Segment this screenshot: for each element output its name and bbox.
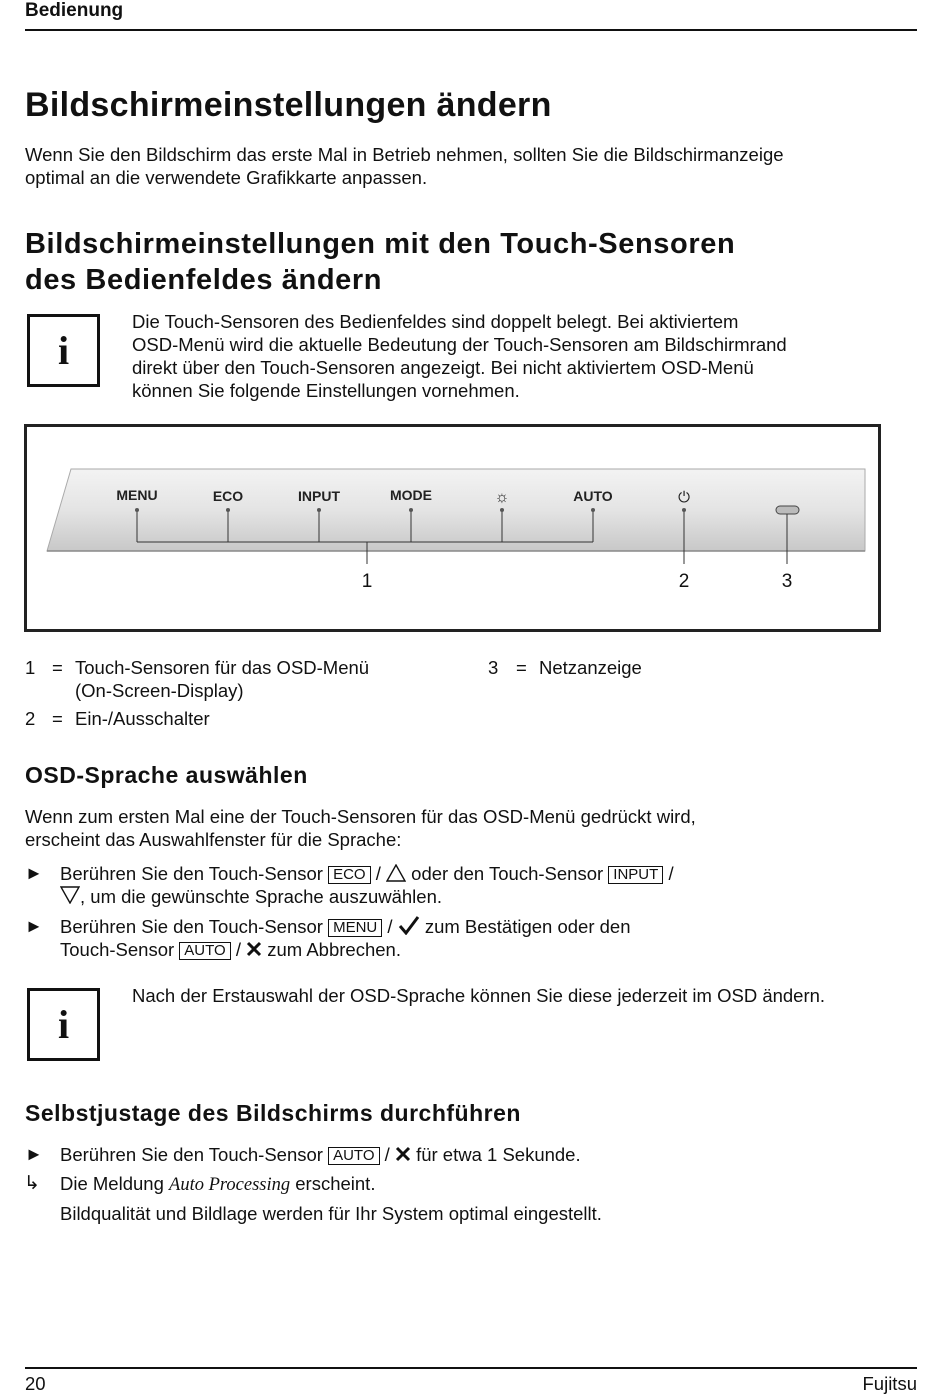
slash-text: / xyxy=(387,916,393,937)
triangle-down-icon xyxy=(60,886,80,904)
result-text: Die Meldung xyxy=(60,1173,164,1194)
slash-text: / xyxy=(384,1144,390,1165)
bullet-arrow-icon: ► xyxy=(25,916,43,936)
callout-2: 2 xyxy=(678,571,690,592)
panel-label-input: INPUT xyxy=(298,488,340,504)
osd-language-intro xyxy=(25,805,696,851)
legend-3-num: 3 xyxy=(488,657,499,678)
section-heading-auto-adjust: Selbstjustage des Bildschirms durchführen xyxy=(25,1100,521,1126)
bullet-arrow-icon: ► xyxy=(25,863,43,883)
legend-line: (On-Screen-Display) xyxy=(75,680,244,701)
legend-2-num: 2 xyxy=(25,708,36,729)
page-number: 20 xyxy=(25,1373,46,1394)
result-line-2: Bildqualität und Bildlage werden für Ihr System optimal eingestellt. xyxy=(60,1203,602,1224)
footer-rule xyxy=(25,1367,917,1369)
result-text: erscheint. xyxy=(295,1173,376,1194)
osd-step-2 xyxy=(60,915,631,961)
slash-text: / xyxy=(668,863,674,884)
sensor-dot xyxy=(591,508,595,512)
sensor-dot xyxy=(409,508,413,512)
page-title: Bildschirmeinstellungen ändern xyxy=(25,86,552,124)
step-text: oder den Touch-Sensor xyxy=(411,863,604,884)
legend-1-eq: = xyxy=(52,657,63,678)
panel-label-auto: AUTO xyxy=(573,488,613,504)
step-text: zum Bestätigen oder den xyxy=(424,916,631,937)
legend-line: Touch-Sensoren für das OSD-Menü xyxy=(75,657,370,678)
intro-line: Wenn Sie den Bildschirm das erste Mal in Betrieb nehmen, sollten Sie die Bildschirmanzeige xyxy=(25,144,784,165)
slash-text: / xyxy=(375,863,381,884)
step-text: für etwa 1 Sekunde. xyxy=(416,1144,581,1165)
step-text: Touch-Sensor xyxy=(60,939,175,960)
heading-line: des Bedienfeldes ändern xyxy=(25,264,383,296)
callout-3: 3 xyxy=(781,571,793,592)
panel-label-eco: ECO xyxy=(212,488,244,504)
step-text: Berühren Sie den Touch-Sensor xyxy=(60,863,323,884)
bullet-arrow-icon: ► xyxy=(25,1144,43,1164)
section-heading-touch-sensors xyxy=(25,226,805,298)
footer-brand: Fujitsu xyxy=(862,1373,917,1394)
legend-1-num: 1 xyxy=(25,657,36,678)
panel-label-mode: MODE xyxy=(390,487,432,503)
sensor-dot xyxy=(500,508,504,512)
info-icon xyxy=(27,988,100,1061)
key-label-auto: AUTO xyxy=(328,1147,379,1165)
triangle-up-icon xyxy=(386,864,406,882)
step-text: , um die gewünschte Sprache auszuwählen. xyxy=(80,886,442,907)
cross-icon xyxy=(395,1146,411,1162)
step-text: zum Abbrechen. xyxy=(267,939,401,960)
power-icon: ⏻ xyxy=(678,489,690,506)
key-label-menu: MENU xyxy=(328,919,382,937)
info-line: können Sie folgende Einstellungen vornehmen. xyxy=(132,380,520,401)
info-note-osd: Nach der Erstauswahl der OSD-Sprache können Sie diese jederzeit im OSD ändern. xyxy=(132,985,826,1006)
slash-text: / xyxy=(235,939,241,960)
auto-result xyxy=(60,1172,602,1225)
info-line: Die Touch-Sensoren des Bedienfeldes sind doppelt belegt. Bei aktiviertem xyxy=(132,311,739,332)
step-text: Berühren Sie den Touch-Sensor xyxy=(60,1144,323,1165)
header-rule xyxy=(25,29,917,31)
sensor-dot xyxy=(682,508,686,512)
auto-step-1 xyxy=(60,1143,581,1166)
info-glyph: i xyxy=(57,328,70,373)
panel-label-menu: MENU xyxy=(116,487,158,503)
step-text: Berühren Sie den Touch-Sensor xyxy=(60,916,323,937)
legend-3-eq: = xyxy=(516,657,527,678)
control-panel-diagram xyxy=(24,424,882,634)
osd-step-1 xyxy=(60,862,674,908)
legend-2-text: Ein-/Ausschalter xyxy=(75,708,210,729)
panel-bezel xyxy=(47,469,865,551)
section-heading-osd-language: OSD-Sprache auswählen xyxy=(25,762,308,788)
power-led xyxy=(776,506,799,514)
key-label-input: INPUT xyxy=(608,866,663,884)
key-label-auto: AUTO xyxy=(179,942,230,960)
legend-1-text xyxy=(75,656,369,702)
info-line: OSD-Menü wird die aktuelle Bedeutung der Touch-Sensoren am Bildschirmrand xyxy=(132,334,787,355)
sensor-dot xyxy=(135,508,139,512)
heading-line: Bildschirmeinstellungen mit den Touch-Sensoren xyxy=(25,228,736,260)
cross-icon xyxy=(246,941,262,957)
sensor-dot xyxy=(226,508,230,512)
checkmark-icon xyxy=(398,915,420,935)
intro-line: Wenn zum ersten Mal eine der Touch-Sensoren für das OSD-Menü gedrückt wird, xyxy=(25,806,696,827)
legend-2-eq: = xyxy=(52,708,63,729)
info-line: direkt über den Touch-Sensoren angezeigt. Bei nicht aktiviertem OSD-Menü xyxy=(132,357,754,378)
result-arrow-icon: ↳ xyxy=(24,1173,40,1194)
intro-line: erscheint das Auswahlfenster für die Sprache: xyxy=(25,829,402,850)
info-glyph: i xyxy=(57,1002,70,1047)
intro-paragraph xyxy=(25,143,784,189)
sensor-dot xyxy=(317,508,321,512)
legend-3-text: Netzanzeige xyxy=(539,657,642,678)
key-label-eco: ECO xyxy=(328,866,371,884)
running-header: Bedienung xyxy=(25,0,124,21)
callout-1: 1 xyxy=(361,571,373,592)
info-icon xyxy=(27,314,100,387)
osd-message: Auto Processing xyxy=(169,1175,291,1195)
info-note xyxy=(132,310,787,402)
intro-line: optimal an die verwendete Grafikkarte anpassen. xyxy=(25,167,428,188)
brightness-icon: ☼ xyxy=(494,489,510,506)
